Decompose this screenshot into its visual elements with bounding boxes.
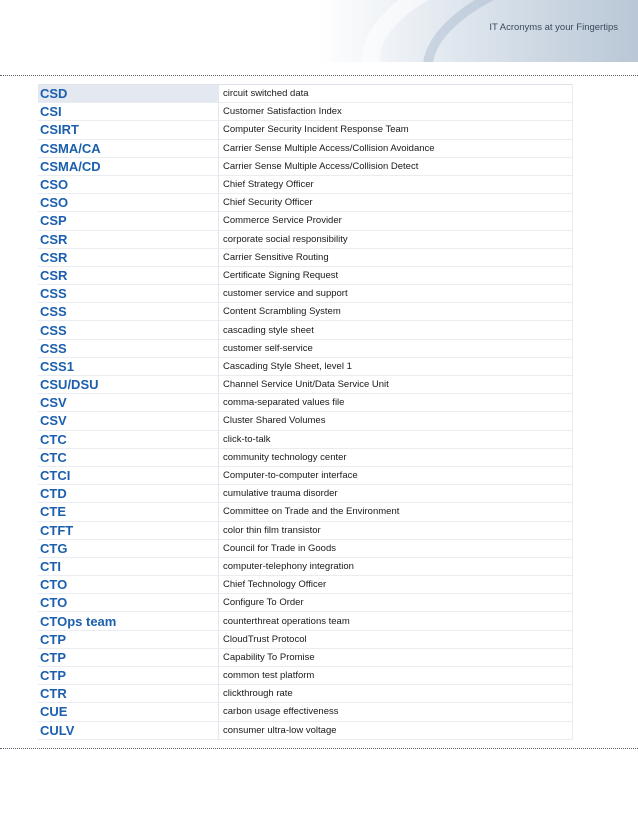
definition-cell: Carrier Sense Multiple Access/Collision Detect [219, 157, 573, 175]
table-row [38, 703, 573, 721]
acronym-cell: CSR [38, 248, 219, 266]
table-row [38, 466, 573, 484]
definition-cell: Content Scrambling System [219, 303, 573, 321]
definition-cell: common test platform [219, 667, 573, 685]
acronym-cell: CUE [38, 703, 219, 721]
definition-cell: Certificate Signing Request [219, 266, 573, 284]
acronym-cell: CTR [38, 685, 219, 703]
table-row [38, 521, 573, 539]
acronym-cell: CTOps team [38, 612, 219, 630]
acronym-cell: CSP [38, 212, 219, 230]
acronym-cell: CTE [38, 503, 219, 521]
table-row [38, 667, 573, 685]
acronym-cell: CTG [38, 539, 219, 557]
table-row [38, 103, 573, 121]
acronym-cell: CSU/DSU [38, 376, 219, 394]
table-row [38, 175, 573, 193]
acronym-cell: CTP [38, 648, 219, 666]
acronym-cell: CTI [38, 557, 219, 575]
acronym-cell: CSO [38, 194, 219, 212]
acronym-cell: CSR [38, 266, 219, 284]
acronym-cell: CTFT [38, 521, 219, 539]
table-row [38, 685, 573, 703]
definition-cell: Chief Security Officer [219, 194, 573, 212]
definition-cell: Commerce Service Provider [219, 212, 573, 230]
acronym-cell: CSD [38, 85, 219, 103]
table-row [38, 576, 573, 594]
table-row [38, 630, 573, 648]
table-row [38, 285, 573, 303]
table-row [38, 157, 573, 175]
page-header-title: IT Acronyms at your Fingertips [489, 22, 618, 33]
definition-cell: click-to-talk [219, 430, 573, 448]
definition-cell: Chief Technology Officer [219, 576, 573, 594]
definition-cell: circuit switched data [219, 85, 573, 103]
bottom-dotted-divider [0, 748, 638, 749]
table-row [38, 248, 573, 266]
table-row [38, 121, 573, 139]
acronym-cell: CSV [38, 412, 219, 430]
definition-cell: customer self-service [219, 339, 573, 357]
definition-cell: counterthreat operations team [219, 612, 573, 630]
definition-cell: Council for Trade in Goods [219, 539, 573, 557]
acronym-cell: CSI [38, 103, 219, 121]
definition-cell: community technology center [219, 448, 573, 466]
table-row [38, 594, 573, 612]
definition-cell: color thin film transistor [219, 521, 573, 539]
definition-cell: Capability To Promise [219, 648, 573, 666]
acronym-cell: CTP [38, 630, 219, 648]
table-row [38, 139, 573, 157]
definition-cell: Carrier Sense Multiple Access/Collision Avoidance [219, 139, 573, 157]
definition-cell: cascading style sheet [219, 321, 573, 339]
acronym-cell: CSIRT [38, 121, 219, 139]
acronym-cell: CSR [38, 230, 219, 248]
header-banner [0, 0, 638, 62]
acronym-cell: CSO [38, 175, 219, 193]
table-row [38, 503, 573, 521]
table-row [38, 557, 573, 575]
definition-cell: consumer ultra-low voltage [219, 721, 573, 739]
definition-cell: carbon usage effectiveness [219, 703, 573, 721]
table-row [38, 394, 573, 412]
acronym-table [38, 84, 573, 740]
table-row [38, 721, 573, 739]
table-row [38, 485, 573, 503]
definition-cell: Cascading Style Sheet, level 1 [219, 357, 573, 375]
definition-cell: CloudTrust Protocol [219, 630, 573, 648]
acronym-cell: CTCI [38, 466, 219, 484]
definition-cell: computer-telephony integration [219, 557, 573, 575]
definition-cell: corporate social responsibility [219, 230, 573, 248]
definition-cell: cumulative trauma disorder [219, 485, 573, 503]
definition-cell: Committee on Trade and the Environment [219, 503, 573, 521]
table-row [38, 230, 573, 248]
table-row [38, 430, 573, 448]
acronym-cell: CSS [38, 321, 219, 339]
acronym-cell: CTC [38, 430, 219, 448]
acronym-cell: CTD [38, 485, 219, 503]
definition-cell: Computer Security Incident Response Team [219, 121, 573, 139]
definition-cell: clickthrough rate [219, 685, 573, 703]
definition-cell: Computer-to-computer interface [219, 466, 573, 484]
table-row [38, 612, 573, 630]
acronym-cell: CTO [38, 576, 219, 594]
table-row [38, 85, 573, 103]
definition-cell: Configure To Order [219, 594, 573, 612]
definition-cell: Channel Service Unit/Data Service Unit [219, 376, 573, 394]
table-row [38, 212, 573, 230]
acronym-cell: CSS [38, 285, 219, 303]
table-row [38, 339, 573, 357]
acronym-cell: CSV [38, 394, 219, 412]
table-row [38, 321, 573, 339]
top-dotted-divider [0, 75, 638, 76]
table-row [38, 648, 573, 666]
table-row [38, 303, 573, 321]
acronym-table-body [38, 85, 573, 740]
table-row [38, 448, 573, 466]
table-row [38, 357, 573, 375]
acronym-cell: CTP [38, 667, 219, 685]
acronym-cell: CTO [38, 594, 219, 612]
definition-cell: Cluster Shared Volumes [219, 412, 573, 430]
acronym-cell: CULV [38, 721, 219, 739]
definition-cell: comma-separated values file [219, 394, 573, 412]
acronym-cell: CSMA/CD [38, 157, 219, 175]
table-row [38, 539, 573, 557]
acronym-cell: CTC [38, 448, 219, 466]
definition-cell: Chief Strategy Officer [219, 175, 573, 193]
definition-cell: Carrier Sensitive Routing [219, 248, 573, 266]
acronym-cell: CSS [38, 303, 219, 321]
acronym-cell: CSS1 [38, 357, 219, 375]
definition-cell: customer service and support [219, 285, 573, 303]
table-row [38, 194, 573, 212]
acronym-cell: CSS [38, 339, 219, 357]
acronym-cell: CSMA/CA [38, 139, 219, 157]
table-row [38, 266, 573, 284]
table-row [38, 412, 573, 430]
table-row [38, 376, 573, 394]
definition-cell: Customer Satisfaction Index [219, 103, 573, 121]
